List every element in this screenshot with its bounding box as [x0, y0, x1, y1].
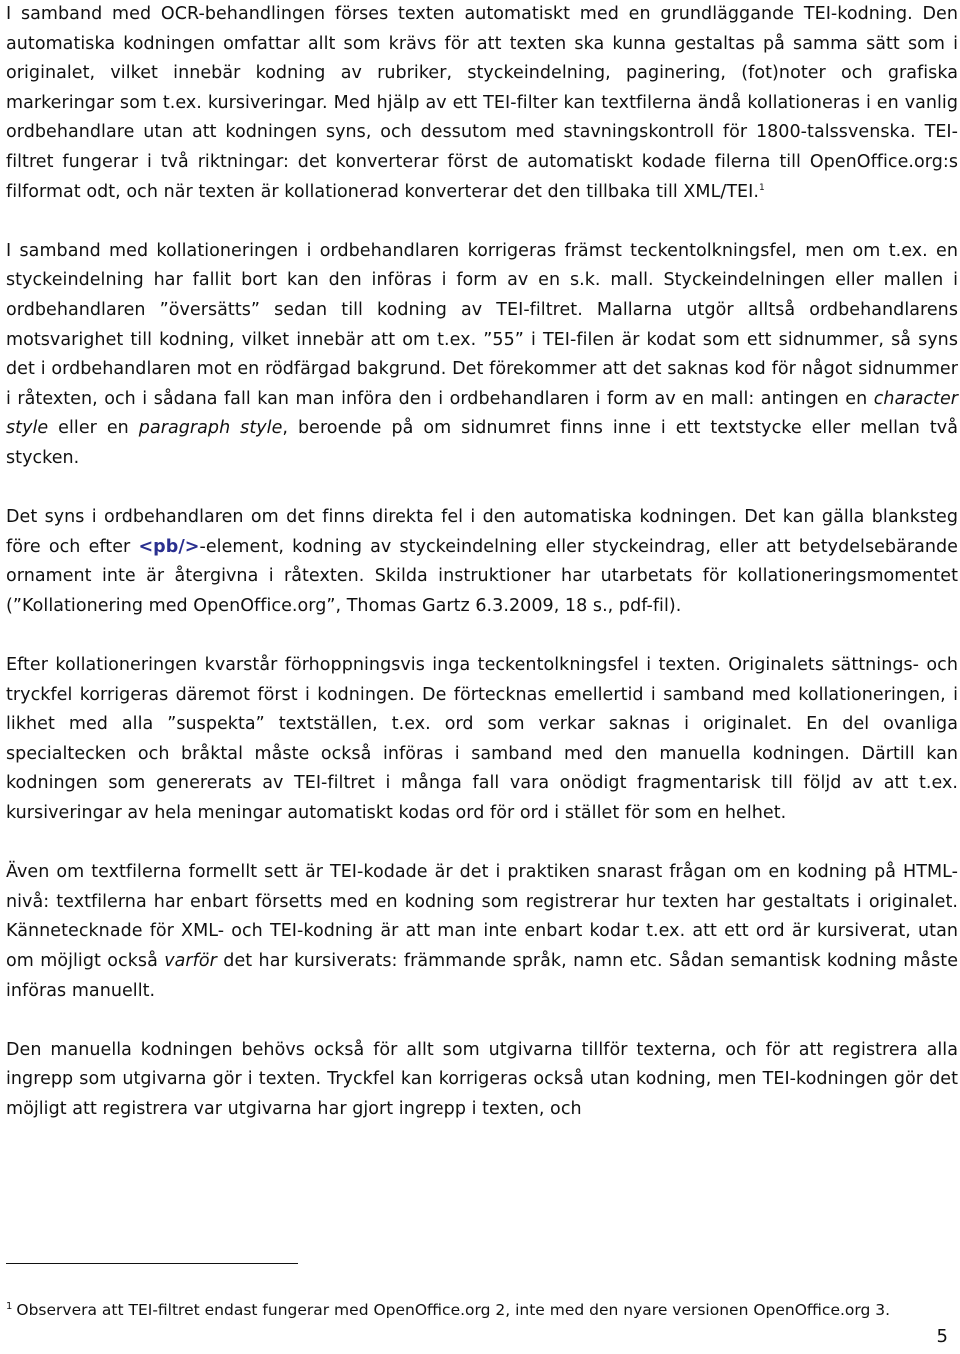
paragraph-text: I samband med kollationeringen i ordbehandlaren korrigeras främst teckentolkningsfel, men om t.ex. en styckeindelning har fallit bort kan den införas i form av en s.k. mall. Styckeindelningen eller mallen i ordbehandlaren ”översätts” sedan till kodning av TEI-filtret. Mallarna utgör alltså ordbehandlarens motsvarighet till kodning, vilket innebär att om t.ex. ”55” i TEI-filen är kodat som ett sidnummer, så syns det i ordbehandlaren mot en rödfärgad bakgrund. Det förekommer att det saknas kod för något sidnummer i råtexten, och i sådana fall kan man införa den i ordbehandlaren i form av en mall: antingen en: [6, 240, 958, 409]
paragraph-text: -element, kodning av styckeindelning eller styckeindrag, eller att betydelsebärande ornament inte är återgivna i råtexten. Skilda instruktioner har utarbetats för kollationeringsmomentet (”Kollationering med OpenOffice.org”, Thomas Gartz 6.3.2009, 18 s., pdf-fil).: [6, 536, 959, 616]
footnote-text: Observera att TEI-filtret endast fungerar med OpenOffice.org 2, inte med den nyare versionen OpenOffice.org 3.: [16, 1301, 891, 1319]
footnote-separator: [6, 1263, 298, 1264]
paragraph: [6, 503, 958, 621]
footnote: [6, 1300, 956, 1320]
footnote-reference: 1: [759, 182, 765, 193]
italic-text: character style: [6, 388, 958, 439]
italic-text: varför: [164, 951, 217, 971]
xml-tag-text: <pb/>: [138, 536, 200, 557]
paragraph-text: eller en: [48, 418, 139, 439]
paragraph-text: I samband med OCR-behandlingen förses texten automatiskt med en grundläggande TEI-kodning. Den automatiska kodningen omfattar allt som krävs för att texten ska kunna gestaltas på samma sätt som i originalet, vilket innebär kodning av rubriker, styckeindelning, paginering, (fot)noter och grafiska markeringar som t.ex. kursiveringar. Med hjälp av ett TEI-filter kan textfilerna ändå kollationeras i en vanlig ordbehandlare utan att kodningen syns, och dessutom med stavningskontroll för 1800-talssvenska. TEI-filtret fungerar i två riktningar: det konverterar först de automatiskt kodade filerna till OpenOffice.org:s filformat odt, och när texten är kollationerad konverterar det den tillbaka till XML/TEI.: [6, 4, 958, 202]
paragraph: [6, 237, 958, 474]
paragraph-text: , beroende på om sidnumret finns inne i ett textstycke eller mellan två stycken.: [6, 418, 958, 468]
paragraph: [6, 1036, 958, 1125]
paragraph-text: Efter kollationeringen kvarstår förhoppningsvis inga teckentolkningsfel i texten. Originalets sättnings- och tryckfel korrigeras däremot först i kodningen. De förtecknas emellertid i samband med kollationeringen, i likhet med alla ”suspekta” textställen, t.ex. ord som verkar saknas i originalet. En del ovanliga specialtecken och bråktal måste också införas i samband med den manuella kodningen. Därtill kan kodningen som genererats av TEI-filtret i många fall vara onödigt fragmentarisk till följd av att t.ex. kursiveringar av hela meningar automatiskt kodas ord för ord i stället för som en helhet.: [6, 655, 958, 824]
paragraph-text: Även om textfilerna formellt sett är TEI-kodade är det i praktiken snarast frågan om en kodning på HTML-nivå: textfilerna har enbart försetts med en kodning som registrerar hur texten har gestaltats i originalet. Kännetecknade för XML- och TEI-kodning är att man inte enbart kodar t.ex. att ett ord är kursiverat, utan om möjligt också: [6, 862, 958, 971]
paragraph: [6, 651, 958, 829]
page-number: 5: [936, 1326, 948, 1347]
paragraph-text: det har kursiverats: främmande språk, namn etc. Sådan semantisk kodning måste införas manuellt.: [6, 951, 959, 1001]
page-body: [6, 0, 958, 1125]
footnote-number: 1: [6, 1300, 13, 1312]
paragraph-text: Den manuella kodningen behövs också för allt som utgivarna tillför texterna, och för att registrera alla ingrepp som utgivarna gör i texten. Tryckfel kan korrigeras också utan kodning, men TEI-kodningen gör det möjligt att registrera var utgivarna har gjort ingrepp i texten, och: [6, 1039, 958, 1119]
italic-text: paragraph style: [138, 418, 283, 439]
paragraph-text: Det syns i ordbehandlaren om det finns direkta fel i den automatiska kodningen. Det kan gälla blanksteg före och efter: [6, 507, 958, 557]
paragraph: [6, 0, 958, 207]
paragraph: [6, 858, 958, 1006]
